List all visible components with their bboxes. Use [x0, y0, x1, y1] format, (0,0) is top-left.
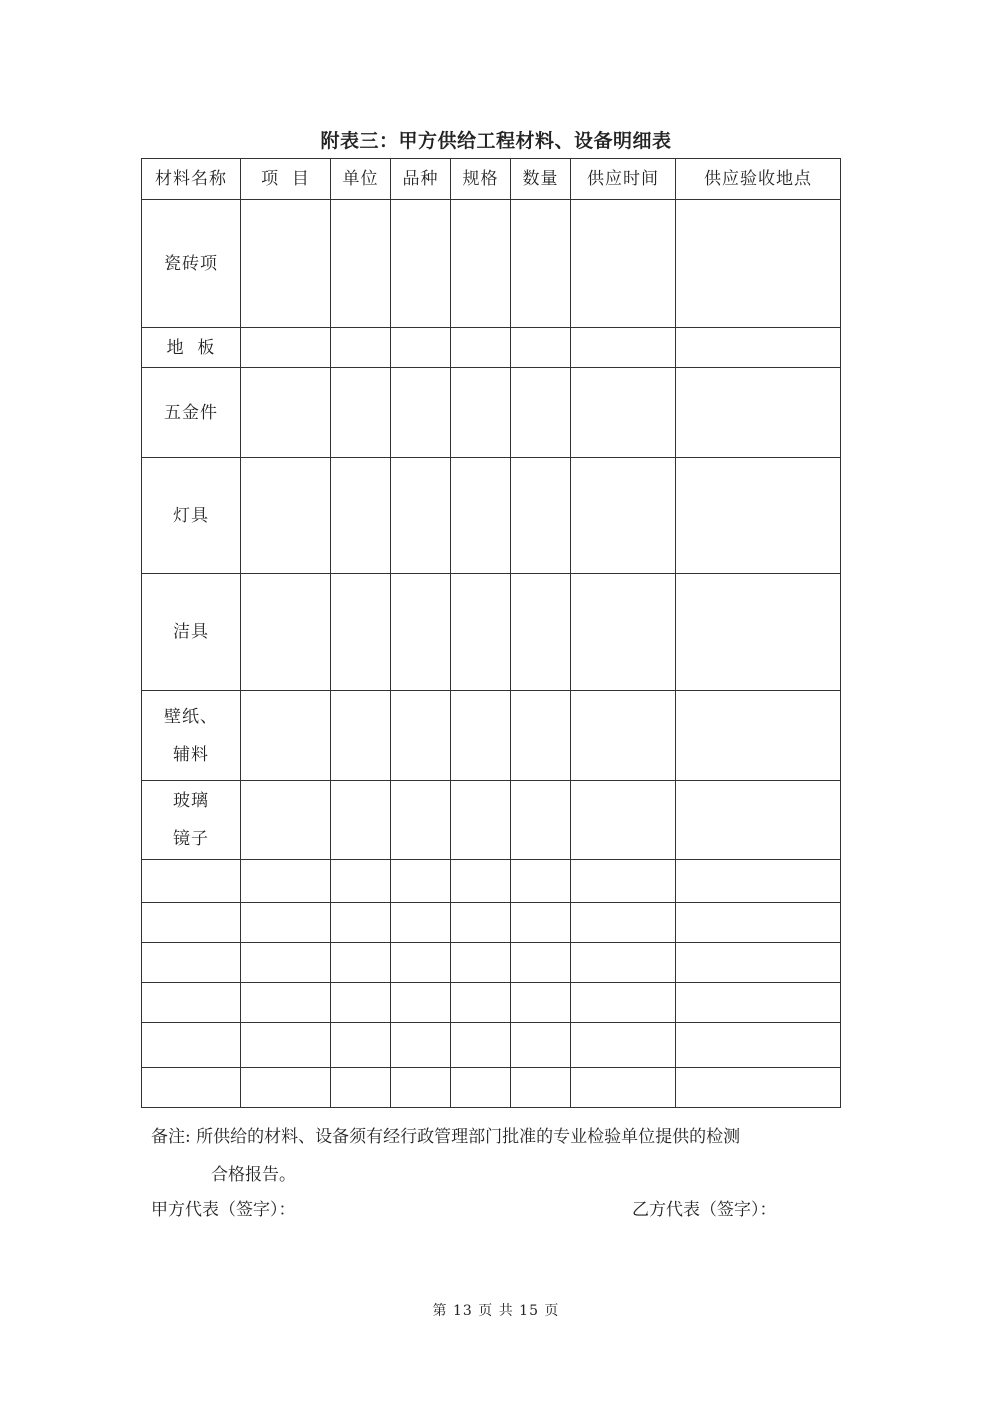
table-row [142, 200, 841, 328]
table-cell [571, 458, 676, 574]
table-cell [676, 458, 841, 574]
table-cell [391, 691, 451, 781]
material-name-cell [142, 368, 241, 458]
remarks-continuation: 合格报告。 [211, 1165, 296, 1185]
table-cell [511, 574, 571, 691]
table-cell [571, 943, 676, 983]
table-cell [571, 328, 676, 368]
material-name-cell [142, 458, 241, 574]
table-cell [331, 328, 391, 368]
table-cell [676, 328, 841, 368]
table-cell [391, 860, 451, 903]
table-cell [511, 458, 571, 574]
table-cell [676, 574, 841, 691]
material-name-cell [142, 943, 241, 983]
header-item: 项 目 [241, 159, 331, 200]
table-cell [451, 1068, 511, 1108]
remarks-text: 所供给的材料、设备须有经行政管理部门批准的专业检验单位提供的检测 [190, 1127, 741, 1147]
table-cell [391, 574, 451, 691]
table-cell [676, 860, 841, 903]
table-row [142, 943, 841, 983]
table-cell [331, 903, 391, 943]
table-cell [676, 983, 841, 1023]
party-a-signature: 甲方代表（签字）： [151, 1200, 296, 1220]
table-cell [391, 903, 451, 943]
table-cell [451, 860, 511, 903]
table-cell [331, 574, 391, 691]
material-name-line1: 壁纸、 [164, 706, 218, 727]
header-variety: 品种 [391, 159, 451, 200]
table-cell [391, 1023, 451, 1068]
material-name-cell [142, 983, 241, 1023]
material-name-line1: 玻璃 [173, 791, 209, 811]
material-name-cell [142, 860, 241, 903]
table-cell [451, 903, 511, 943]
table-cell [241, 1023, 331, 1068]
table-row [142, 574, 841, 691]
table-cell [241, 860, 331, 903]
table-cell [241, 328, 331, 368]
material-name-line1: 灯具 [173, 505, 209, 526]
table-cell [571, 983, 676, 1023]
table-cell [511, 943, 571, 983]
table-cell [391, 1068, 451, 1108]
table-row [142, 1023, 841, 1068]
table-cell [391, 368, 451, 458]
table-cell [451, 458, 511, 574]
table-cell [451, 368, 511, 458]
remarks [151, 1118, 841, 1194]
table-cell [241, 368, 331, 458]
page-title: 附表三：甲方供给工程材料、设备明细表 [320, 130, 672, 152]
material-name-line1: 洁具 [173, 622, 209, 642]
table-cell [241, 781, 331, 860]
material-name-cell [142, 903, 241, 943]
material-name-cell [142, 1023, 241, 1068]
table-cell [676, 781, 841, 860]
table-cell [331, 943, 391, 983]
table-row [142, 328, 841, 368]
table-cell [451, 200, 511, 328]
table-cell [676, 691, 841, 781]
material-name-cell [142, 574, 241, 691]
table-cell [571, 1068, 676, 1108]
table-cell [241, 903, 331, 943]
table-body [142, 200, 841, 1108]
table-cell [676, 1023, 841, 1068]
table-cell [571, 1023, 676, 1068]
table-cell [331, 691, 391, 781]
header-supply-time: 供应时间 [571, 159, 676, 200]
table-row [142, 983, 841, 1023]
table-row [142, 781, 841, 860]
table-cell [241, 200, 331, 328]
header-unit: 单位 [331, 159, 391, 200]
table-row [142, 903, 841, 943]
material-name-cell [142, 1068, 241, 1108]
table-cell [511, 691, 571, 781]
table-cell [511, 1023, 571, 1068]
table-cell [391, 200, 451, 328]
table-cell [241, 943, 331, 983]
header-acceptance-location: 供应验收地点 [676, 159, 841, 200]
table-cell [676, 200, 841, 328]
table-cell [511, 781, 571, 860]
header-quantity: 数量 [511, 159, 571, 200]
page-number: 第 13 页 共 15 页 [432, 1303, 560, 1319]
table-cell [391, 943, 451, 983]
table-cell [571, 368, 676, 458]
table-cell [331, 860, 391, 903]
table-cell [241, 983, 331, 1023]
table-cell [391, 458, 451, 574]
table-cell [511, 328, 571, 368]
header-spec: 规格 [451, 159, 511, 200]
table-row [142, 860, 841, 903]
table-cell [451, 943, 511, 983]
table-cell [511, 368, 571, 458]
material-name-line2: 辅料 [173, 744, 209, 765]
remarks-label: 备注: [151, 1127, 191, 1147]
table-cell [331, 983, 391, 1023]
table-cell [331, 1068, 391, 1108]
table-cell [331, 781, 391, 860]
table-cell [571, 903, 676, 943]
table-cell [331, 368, 391, 458]
table-row [142, 458, 841, 574]
material-name-cell [142, 781, 241, 860]
table-cell [511, 983, 571, 1023]
table-cell [241, 1068, 331, 1108]
party-b-signature: 乙方代表（签字）： [632, 1200, 777, 1220]
table-cell [571, 574, 676, 691]
table-cell [241, 458, 331, 574]
table-cell [451, 1023, 511, 1068]
table-row [142, 368, 841, 458]
table-cell [331, 458, 391, 574]
table-cell [676, 1068, 841, 1108]
table-cell [511, 860, 571, 903]
table-cell [451, 781, 511, 860]
table-cell [571, 200, 676, 328]
table-cell [676, 368, 841, 458]
table-cell [511, 1068, 571, 1108]
materials-table [141, 158, 841, 1108]
material-name-line1: 五金件 [164, 402, 218, 423]
table-row [142, 691, 841, 781]
material-name-line1: 瓷砖项 [164, 253, 218, 274]
table-row [142, 1068, 841, 1108]
material-name-cell [142, 200, 241, 328]
table-cell [391, 781, 451, 860]
table-cell [451, 691, 511, 781]
material-name-line2: 镜子 [173, 829, 209, 849]
table-cell [571, 691, 676, 781]
table-cell [571, 860, 676, 903]
material-name-line1: 地 板 [166, 337, 216, 358]
table-cell [571, 781, 676, 860]
table-cell [241, 691, 331, 781]
table-cell [511, 200, 571, 328]
table-cell [331, 200, 391, 328]
table-cell [676, 903, 841, 943]
header-material-name: 材料名称 [142, 159, 241, 200]
table-cell [676, 943, 841, 983]
table-cell [451, 328, 511, 368]
table-cell [241, 574, 331, 691]
material-name-cell [142, 328, 241, 368]
table-cell [451, 574, 511, 691]
material-name-cell [142, 691, 241, 781]
table-cell [451, 983, 511, 1023]
table-header-row [142, 159, 841, 200]
table-cell [391, 328, 451, 368]
table-cell [391, 983, 451, 1023]
table-cell [511, 903, 571, 943]
table-cell [331, 1023, 391, 1068]
